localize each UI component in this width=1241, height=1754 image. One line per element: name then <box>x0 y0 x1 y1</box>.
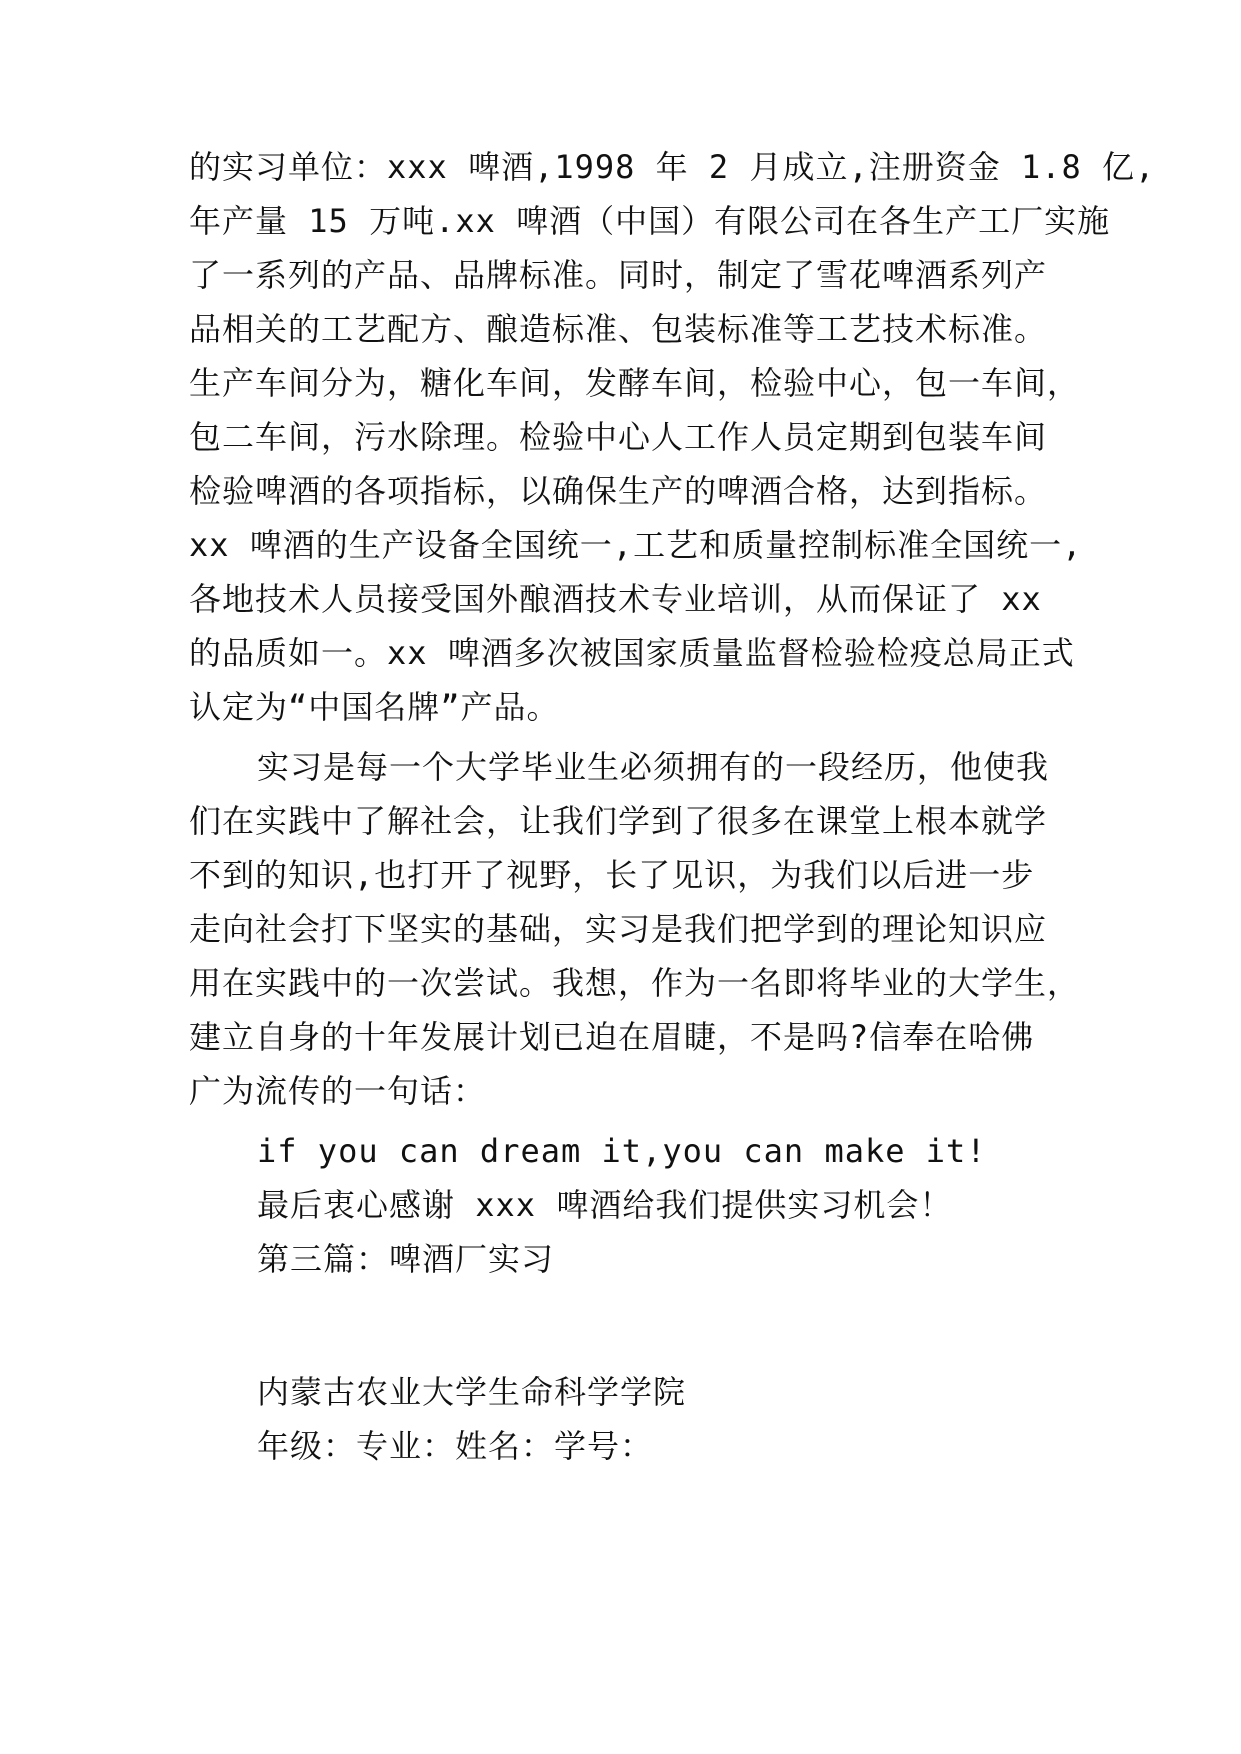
paragraph-line: 了一系列的产品、品牌标准。同时，制定了雪花啤酒系列产 <box>189 256 1048 294</box>
paragraph-line: 的实习单位：xxx 啤酒,1998 年 2 月成立,注册资金 1.8 亿, <box>189 148 1156 186</box>
paragraph-line: 广为流传的一句话： <box>189 1072 487 1110</box>
paragraph-line: 不到的知识,也打开了视野，长了见识，为我们以后进一步 <box>189 856 1035 894</box>
paragraph-line: 年产量 15 万吨.xx 啤酒（中国）有限公司在各生产工厂实施 <box>189 202 1111 240</box>
student-info-line: 年级：专业：姓名：学号： <box>257 1427 654 1465</box>
paragraph-line: 包二车间，污水除理。检验中心人工作人员定期到包装车间 <box>189 418 1048 456</box>
paragraph-line: 认定为“中国名牌”产品。 <box>189 688 560 726</box>
paragraph-line: 走向社会打下坚实的基础，实习是我们把学到的理论知识应 <box>189 910 1048 948</box>
paragraph-line: 建立自身的十年发展计划已迫在眉睫，不是吗?信奉在哈佛 <box>189 1018 1035 1056</box>
section-title: 第三篇：啤酒厂实习 <box>257 1240 555 1278</box>
quote-line: if you can dream it,you can make it! <box>257 1132 987 1170</box>
paragraph-line: 的品质如一。xx 啤酒多次被国家质量监督检验检疫总局正式 <box>189 634 1075 672</box>
paragraph-line: 们在实践中了解社会，让我们学到了很多在课堂上根本就学 <box>189 802 1048 840</box>
paragraph-line: 实习是每一个大学毕业生必须拥有的一段经历，他使我 <box>257 748 1050 786</box>
paragraph-line: 检验啤酒的各项指标，以确保生产的啤酒合格，达到指标。 <box>189 472 1048 510</box>
paragraph-line: 生产车间分为，糖化车间，发酵车间，检验中心，包一车间， <box>189 364 1081 402</box>
paragraph-line: 品相关的工艺配方、酿造标准、包装标准等工艺技术标准。 <box>189 310 1048 348</box>
paragraph-line: 用在实践中的一次尝试。我想，作为一名即将毕业的大学生， <box>189 964 1081 1002</box>
paragraph-line: xx 啤酒的生产设备全国统一,工艺和质量控制标准全国统一, <box>189 526 1083 564</box>
paragraph-line: 各地技术人员接受国外酿酒技术专业培训，从而保证了 xx <box>189 580 1042 618</box>
institution-line: 内蒙古农业大学生命科学学院 <box>257 1373 687 1411</box>
thanks-line: 最后衷心感谢 xxx 啤酒给我们提供实习机会！ <box>257 1186 953 1224</box>
